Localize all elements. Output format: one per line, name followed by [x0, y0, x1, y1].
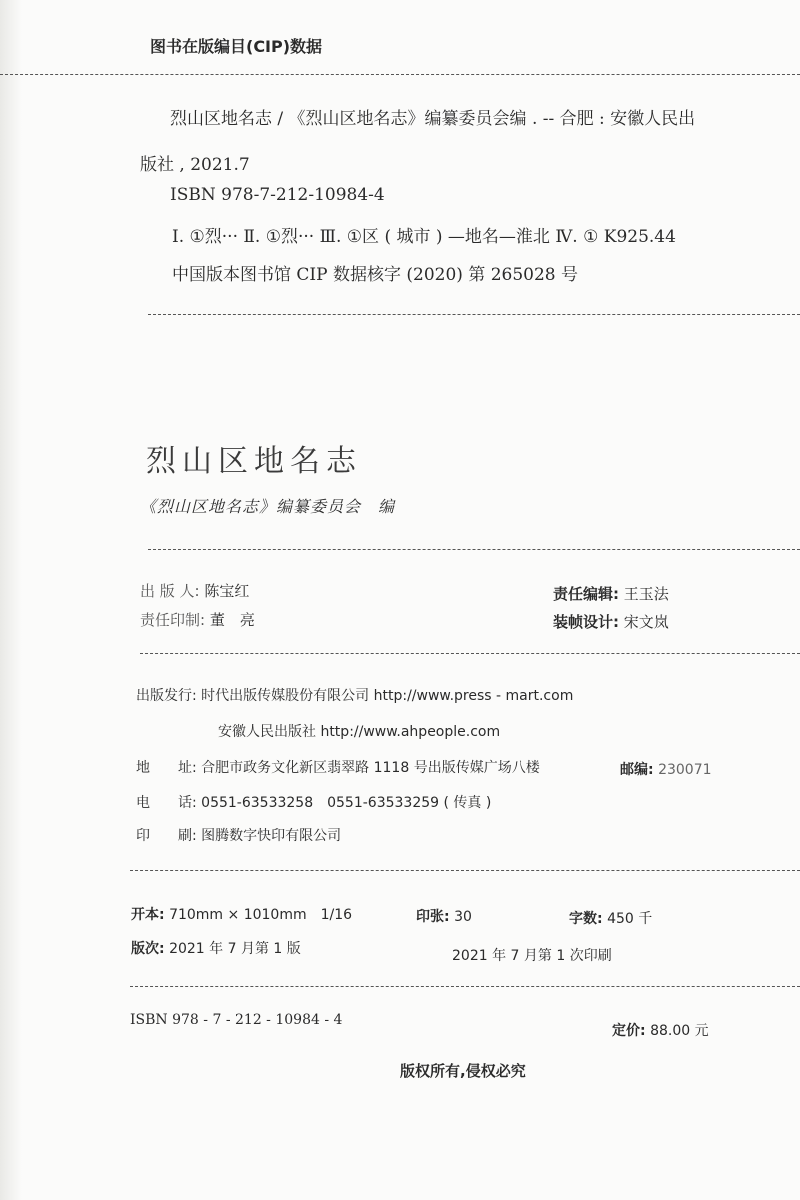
- print-supervisor-name: 董 亮: [209, 611, 255, 629]
- editor-name: 王玉法: [623, 585, 669, 603]
- cip-isbn: ISBN 978-7-212-10984-4: [170, 185, 385, 205]
- phone-value: 0551-63533258 0551-63533259 ( 传真 ): [201, 795, 492, 811]
- issue-label: 出版发行:: [136, 688, 197, 704]
- issue-line-1: 时代出版传媒股份有限公司 http://www.press - mart.com: [201, 688, 574, 704]
- editor-label: 责任编辑:: [553, 585, 619, 603]
- postcode-label: 邮编:: [620, 762, 654, 778]
- cip-heading: 图书在版编目(CIP)数据: [150, 37, 323, 56]
- words-value: 450 千: [607, 911, 653, 927]
- cip-classification: Ⅰ. ①烈··· Ⅱ. ①烈··· Ⅲ. ①区 ( 城市 ) —地名—淮北 Ⅳ. ① K925.44: [172, 227, 676, 247]
- publisher-label: 出 版 人:: [140, 582, 200, 600]
- issue-line-2: 安徽人民出版社 http://www.ahpeople.com: [218, 724, 501, 740]
- printer-label: 印 刷:: [136, 828, 197, 844]
- price-label: 定价:: [612, 1023, 646, 1039]
- format-value: 710mm × 1010mm 1/16: [169, 907, 353, 923]
- format-label: 开本:: [131, 907, 165, 923]
- book-title: 烈山区地名志: [146, 444, 362, 479]
- sheets-label: 印张:: [416, 909, 450, 925]
- words-label: 字数:: [569, 911, 603, 927]
- phone-label: 电 话:: [136, 795, 197, 811]
- printer-value: 图腾数字快印有限公司: [201, 828, 342, 844]
- cip-line-2: 版社 , 2021.7: [140, 155, 250, 175]
- designer-label: 装帧设计:: [553, 613, 619, 631]
- address-label: 地 址:: [136, 760, 197, 776]
- book-author: 《烈山区地名志》编纂委员会 编: [140, 497, 396, 516]
- address-value: 合肥市政务文化新区翡翠路 1118 号出版传媒广场八楼: [201, 760, 540, 776]
- sheets-value: 30: [454, 909, 472, 925]
- cip-top-rule: [0, 74, 800, 75]
- cip-record-number: 中国版本图书馆 CIP 数据核字 (2020) 第 265028 号: [172, 265, 579, 285]
- cip-bottom-rule: [148, 314, 800, 315]
- page-gutter-shadow: [0, 0, 22, 1200]
- print-supervisor-label: 责任印制:: [140, 611, 206, 629]
- staff-bottom-rule: [140, 653, 800, 654]
- isbn-bottom: ISBN 978 - 7 - 212 - 10984 - 4: [130, 1012, 343, 1028]
- edition-label: 版次:: [131, 941, 165, 957]
- specs-bottom-rule: [130, 986, 800, 987]
- edition-value: 2021 年 7 月第 1 版: [169, 941, 301, 957]
- price-value: 88.00 元: [650, 1023, 709, 1039]
- postcode-value: 230071: [658, 762, 712, 778]
- cip-line-1: 烈山区地名志 / 《烈山区地名志》编纂委员会编 . -- 合肥 : 安徽人民出: [170, 109, 696, 129]
- publisher-name: 陈宝红: [204, 582, 250, 600]
- title-bottom-rule: [148, 549, 800, 550]
- copyright-notice: 版权所有,侵权必究: [400, 1062, 526, 1080]
- publishing-bottom-rule: [130, 870, 800, 871]
- printing-value: 2021 年 7 月第 1 次印刷: [452, 948, 612, 964]
- designer-name: 宋文岚: [623, 613, 669, 631]
